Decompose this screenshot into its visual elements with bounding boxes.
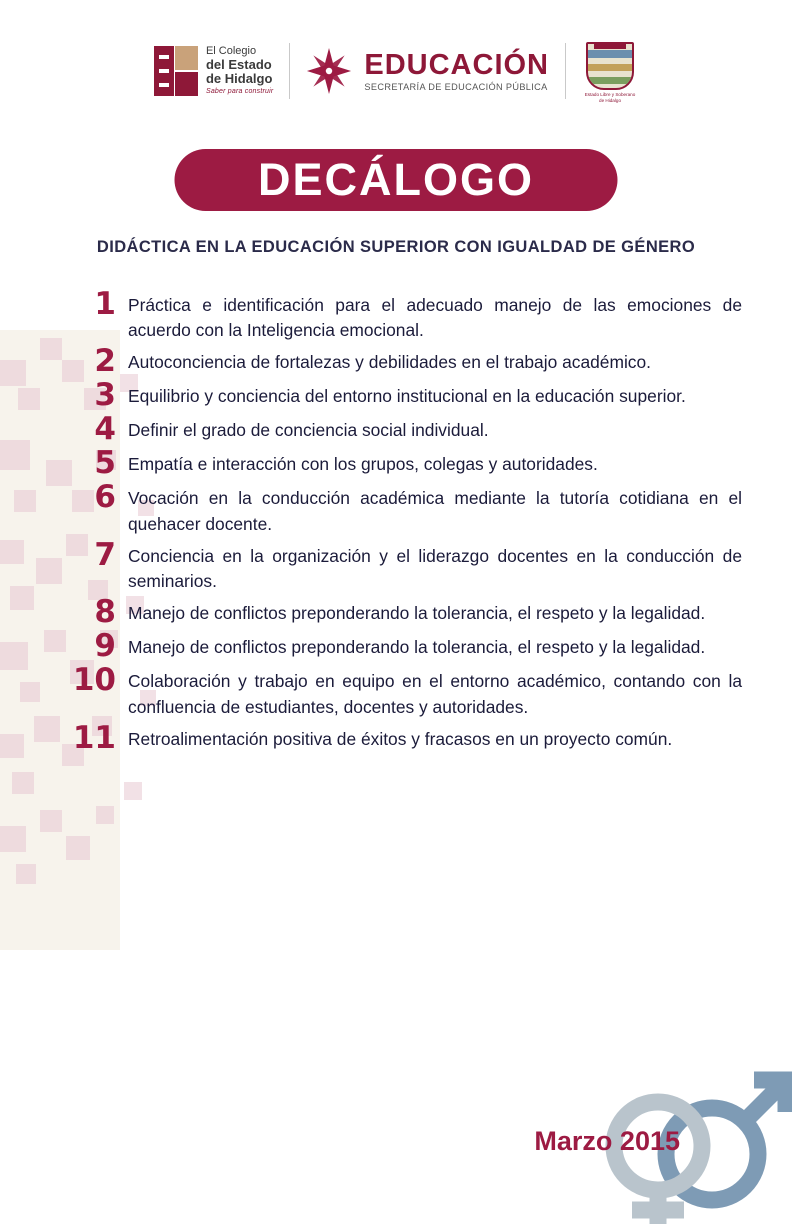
list-item (58, 662, 748, 719)
list-item-number: 3 (94, 377, 116, 414)
list-item-number: 9 (94, 628, 116, 665)
header-divider-left (289, 43, 290, 99)
cehi-line-3: de Hidalgo (205, 70, 273, 86)
list-item (58, 719, 748, 756)
list-item (58, 479, 748, 536)
cehi-line-1: El Colegio (205, 45, 257, 58)
list-item-number: 2 (94, 343, 116, 380)
list-item-number: 8 (94, 594, 116, 631)
cehi-line-2: del Estado (205, 56, 272, 72)
logo-sep (306, 48, 549, 94)
footer-date: Marzo 2015 (534, 1126, 680, 1156)
cehi-tagline: Saber para construir (205, 88, 274, 96)
list-item-text: Práctica e identificación para el adecuado manejo de las emociones de acuerdo con la Inteligencia emocional. (128, 295, 742, 341)
list-item-number: 11 (72, 719, 116, 756)
list-item (58, 536, 748, 594)
list-item-text: Equilibrio y conciencia del entorno institucional en la educación superior. (128, 386, 686, 407)
list-item-number: 6 (94, 479, 116, 516)
sep-title: EDUCACIÓN (364, 48, 550, 81)
header-divider-right (565, 43, 566, 99)
hidalgo-coat-of-arms-icon (586, 42, 634, 90)
list-item-text: Empatía e interacción con los grupos, colegas y autoridades. (128, 454, 598, 475)
list-item-text: Retroalimentación positiva de éxitos y fracasos en un proyecto común. (128, 728, 673, 749)
list-item-text: Manejo de conflictos preponderando la tolerancia, el respeto y la legalidad. (128, 637, 706, 658)
hidalgo-caption: Estado Libre y Soberano de Hidalgo (584, 92, 636, 103)
page-subtitle: DIDÁCTICA EN LA EDUCACIÓN SUPERIOR CON IGUALDAD DE GÉNERO (96, 238, 696, 256)
list-item-number: 4 (94, 411, 116, 448)
list-item-text: Conciencia en la organización y el liderazgo docentes en la conducción de seminarios. (128, 545, 742, 592)
list-item-number: 10 (72, 662, 116, 699)
logo-colegio-estado-hidalgo (154, 46, 273, 96)
list-item (58, 343, 748, 380)
header-logos (0, 34, 792, 108)
decalogo-list (58, 286, 748, 761)
list-item-number: 1 (94, 286, 116, 322)
list-item (58, 594, 748, 631)
list-item (58, 377, 748, 414)
sep-star-icon (306, 48, 352, 94)
list-item-number: 5 (94, 445, 116, 482)
list-item-text: Manejo de conflictos preponderando la tolerancia, el respeto y la legalidad. (128, 603, 706, 624)
list-item (58, 411, 748, 448)
sep-subtitle: SECRETARÍA DE EDUCACIÓN PÚBLICA (364, 81, 548, 92)
logo-hidalgo (582, 42, 638, 103)
list-item-text: Colaboración y trabajo en equipo en el entorno académico, contando con la confluencia de estudiantes, docentes y autoridades. (128, 671, 742, 717)
list-item (58, 286, 748, 343)
page-title: DECÁLOGO (257, 154, 534, 205)
list-item-number: 7 (94, 536, 116, 573)
list-item-text: Vocación en la conducción académica mediante la tutoría cotidiana en el quehacer docente. (128, 488, 742, 534)
list-item-text: Autoconciencia de fortalezas y debilidades en el trabajo académico. (128, 352, 652, 373)
list-item (58, 628, 748, 665)
page-title-banner (175, 149, 618, 211)
list-item (58, 445, 748, 482)
list-item-text: Definir el grado de conciencia social individual. (128, 420, 489, 441)
cehi-logo-icon (154, 46, 198, 96)
